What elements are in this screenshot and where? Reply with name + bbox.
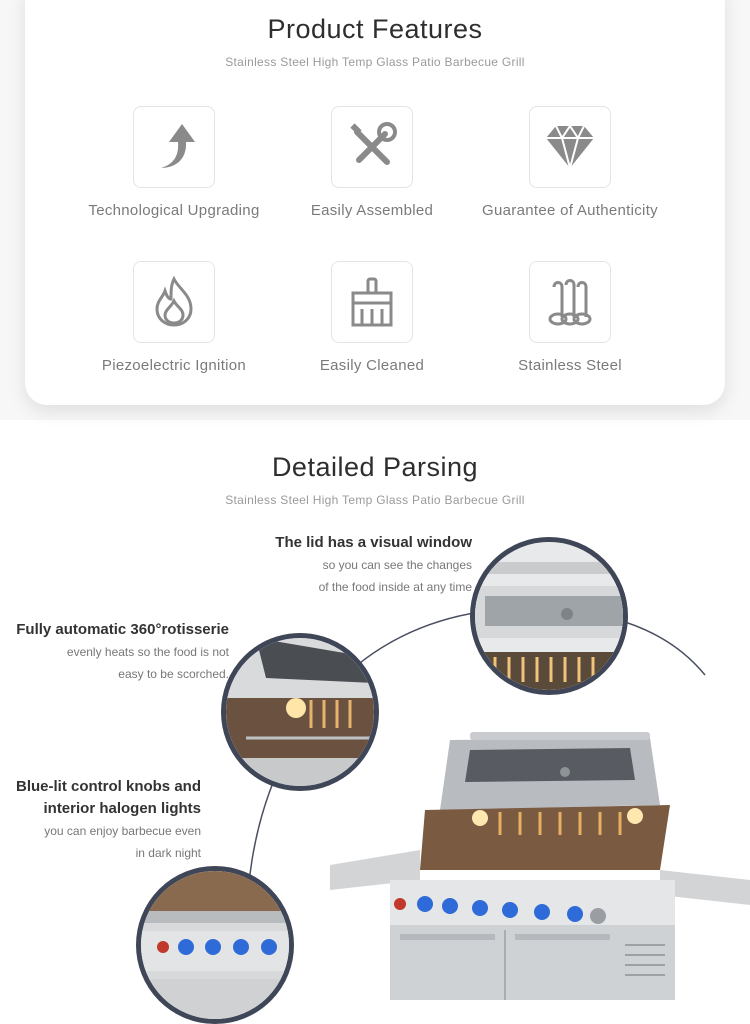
- annotation-heading: Blue-lit control knobs and: [15, 778, 201, 795]
- annotation-rotisserie: [0, 619, 229, 685]
- annotation-text: of the food inside at any time: [318, 580, 472, 594]
- annotation-heading: interior halogen lights: [43, 800, 201, 817]
- feature-label: Piezoelectric Ignition: [101, 357, 247, 374]
- detail-circle-knobs: [136, 866, 294, 1024]
- annotation-text: evenly heats so the food is not: [66, 645, 229, 659]
- feature-label: Guarantee of Authenticity: [482, 202, 658, 219]
- annotation-text: easy to be scorched.: [118, 667, 229, 681]
- annotation-text: in dark night: [135, 846, 201, 860]
- feature-label: Easily Cleaned: [319, 357, 425, 374]
- parsing-subtitle: Stainless Steel High Temp Glass Patio Barbecue Grill: [225, 493, 525, 507]
- features-title: Product Features: [267, 14, 483, 44]
- grill-product-image: [330, 720, 750, 1000]
- annotation-heading: The lid has a visual window: [275, 534, 472, 551]
- annotation-lid-window: [220, 532, 472, 598]
- feature-label: Easily Assembled: [310, 202, 434, 219]
- annotation-knobs-lights: [0, 776, 201, 864]
- annotation-text: you can enjoy barbecue even: [44, 824, 201, 838]
- detail-circle-lid-window: [470, 537, 628, 695]
- annotation-text: so you can see the changes: [322, 558, 472, 572]
- feature-label: Stainless Steel: [518, 357, 622, 374]
- features-subtitle: Stainless Steel High Temp Glass Patio Barbecue Grill: [225, 55, 525, 69]
- parsing-title: Detailed Parsing: [271, 452, 479, 482]
- annotation-heading: Fully automatic 360°rotisserie: [16, 621, 229, 638]
- feature-label: Technological Upgrading: [88, 202, 260, 219]
